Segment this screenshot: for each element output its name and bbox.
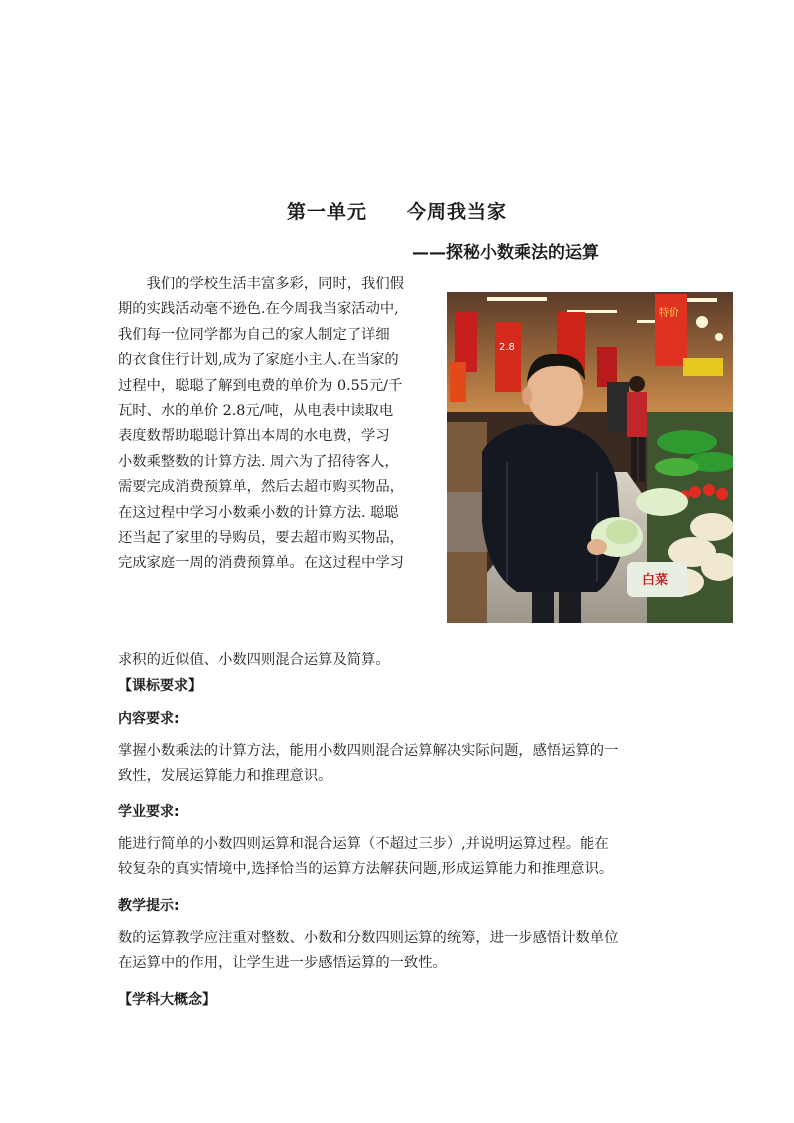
academic-req-label: 学业要求: [118,804,180,820]
page-title [0,197,794,224]
intro-line: 瓦时、水的单价 2.8元/吨，从电表中读取电 [118,403,394,420]
intro-line: 我们的学校生活丰富多彩，同时，我们假 [146,276,404,292]
supermarket-photo [447,292,733,623]
curriculum-heading: 【课标要求】 [118,678,202,694]
intro-line: 完成家庭一周的消费预算单。在这过程中学习 [118,555,404,572]
text-line: 数的运算教学应注重对整数、小数和分数四则运算的统筹，进一步感悟计数单位 [118,930,619,946]
content-req-text [118,739,688,790]
intro-line: 在这过程中学习小数乘小数的计算方法. 聪聪 [118,504,399,521]
big-concept-heading: 【学科大概念】 [118,992,216,1008]
text-line: 能进行简单的小数四则运算和混合运算（不超过三步）,并说明运算过程。能在 [118,836,609,852]
bag-label: 白菜 [642,573,669,588]
intro-line: 期的实践活动毫不逊色.在今周我当家活动中, [118,301,399,318]
academic-req-text [118,832,688,883]
intro-line: 过程中，聪聪了解到电费的单价为 0.55元/千 [118,377,403,394]
intro-line: 表度数帮助聪聪计算出本周的水电费，学习 [118,428,390,445]
content-req-label: 内容要求: [118,711,180,727]
intro-last-line: 求积的近似值、小数四则混合运算及简算。 [118,652,390,668]
unit-label: 第一单元 [286,201,367,223]
intro-paragraph [118,272,441,577]
page-subtitle: ——探秘小数乘法的运算 [412,243,599,263]
banner-text: 特价 [659,308,679,319]
teaching-tip-label: 教学提示: [118,898,180,914]
intro-line: 小数乘整数的计算方法. 周六为了招待客人， [118,453,399,470]
intro-line: 需要完成消费预算单，然后去超市购买物品， [118,479,404,496]
unit-title: 今周我当家 [407,201,508,223]
price-text: 2.8 [499,342,515,353]
intro-line: 我们每一位同学都为自己的家人制定了详细 [118,326,390,343]
text-line: 较复杂的真实情境中,选择恰当的运算方法解获问题,形成运算能力和推理意识。 [118,861,614,878]
teaching-tip-text [118,926,688,977]
text-line: 致性，发展运算能力和推理意识。 [118,768,333,785]
intro-line: 还当起了家里的导购员，要去超市购买物品， [118,530,404,547]
intro-line: 的衣食住行计划,成为了家庭小主人.在当家的 [118,352,399,369]
text-line: 掌握小数乘法的计算方法，能用小数四则混合运算解决实际问题，感悟运算的一 [118,743,619,759]
text-line: 在运算中的作用，让学生进一步感悟运算的一致性。 [118,955,447,972]
